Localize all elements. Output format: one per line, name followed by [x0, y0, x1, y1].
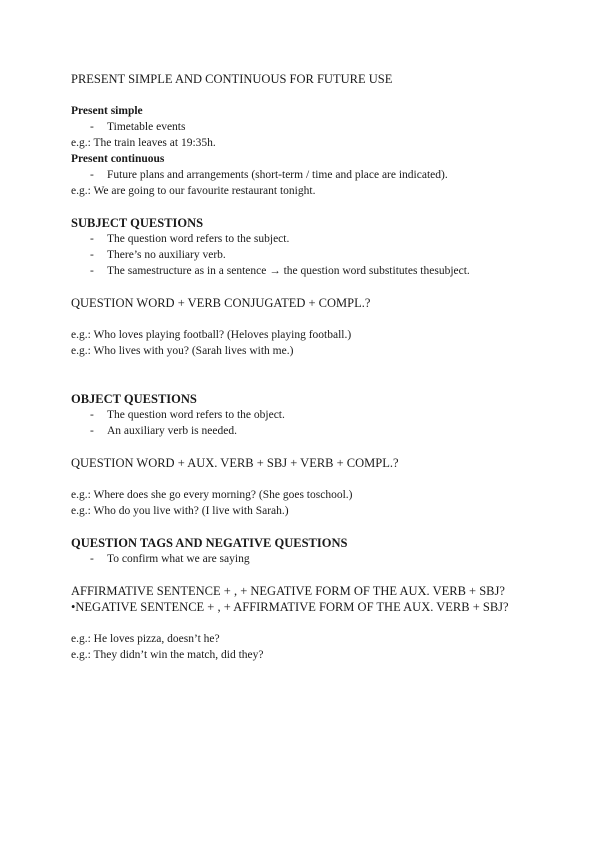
bullet-marker: - — [90, 265, 94, 277]
list-item-text: An auxiliary verb is needed. — [107, 425, 237, 437]
example-line: e.g.: Who loves playing football? (Heloves playing football.) — [71, 329, 352, 341]
formula-line: •NEGATIVE SENTENCE + , + AFFIRMATIVE FORM OF THE AUX. VERB + SBJ? — [71, 600, 509, 614]
formula-line: QUESTION WORD + AUX. VERB + SBJ + VERB + COMPL.? — [71, 456, 399, 470]
bullet-marker: - — [90, 121, 94, 133]
section-heading-object-questions: OBJECT QUESTIONS — [71, 392, 197, 406]
page-title: PRESENT SIMPLE AND CONTINUOUS FOR FUTURE USE — [71, 72, 393, 86]
section-heading-question-tags: QUESTION TAGS AND NEGATIVE QUESTIONS — [71, 536, 348, 550]
list-item-text: There’s no auxiliary verb. — [107, 249, 226, 261]
list-item-text: The samestructure as in a sentence → the question word substitutes thesubject. — [107, 265, 470, 277]
section-heading-present-continuous: Present continuous — [71, 153, 165, 165]
example-line: e.g.: We are going to our favourite restaurant tonight. — [71, 185, 316, 197]
example-line: e.g.: Who do you live with? (I live with Sarah.) — [71, 505, 289, 517]
section-heading-present-simple: Present simple — [71, 105, 143, 117]
bullet-marker: - — [90, 553, 94, 565]
bullet-marker: - — [90, 409, 94, 421]
example-line: e.g.: Who lives with you? (Sarah lives with me.) — [71, 345, 294, 357]
list-item-text: The question word refers to the object. — [107, 409, 285, 421]
list-item-text: The question word refers to the subject. — [107, 233, 290, 245]
list-item-text: Future plans and arrangements (short-term / time and place are indicated). — [107, 169, 448, 181]
example-line: e.g.: The train leaves at 19:35h. — [71, 137, 216, 149]
example-line: e.g.: They didn’t win the match, did they? — [71, 649, 264, 661]
formula-line: AFFIRMATIVE SENTENCE + , + NEGATIVE FORM OF THE AUX. VERB + SBJ? — [71, 584, 505, 598]
bullet-marker: - — [90, 425, 94, 437]
formula-line: QUESTION WORD + VERB CONJUGATED + COMPL.? — [71, 296, 371, 310]
section-heading-subject-questions: SUBJECT QUESTIONS — [71, 216, 204, 230]
list-item-text: Timetable events — [107, 121, 186, 133]
example-line: e.g.: Where does she go every morning? (She goes toschool.) — [71, 489, 353, 501]
example-line: e.g.: He loves pizza, doesn’t he? — [71, 633, 220, 645]
bullet-marker: - — [90, 169, 94, 181]
bullet-marker: - — [90, 249, 94, 261]
bullet-marker: - — [90, 233, 94, 245]
list-item-text: To confirm what we are saying — [107, 553, 250, 565]
